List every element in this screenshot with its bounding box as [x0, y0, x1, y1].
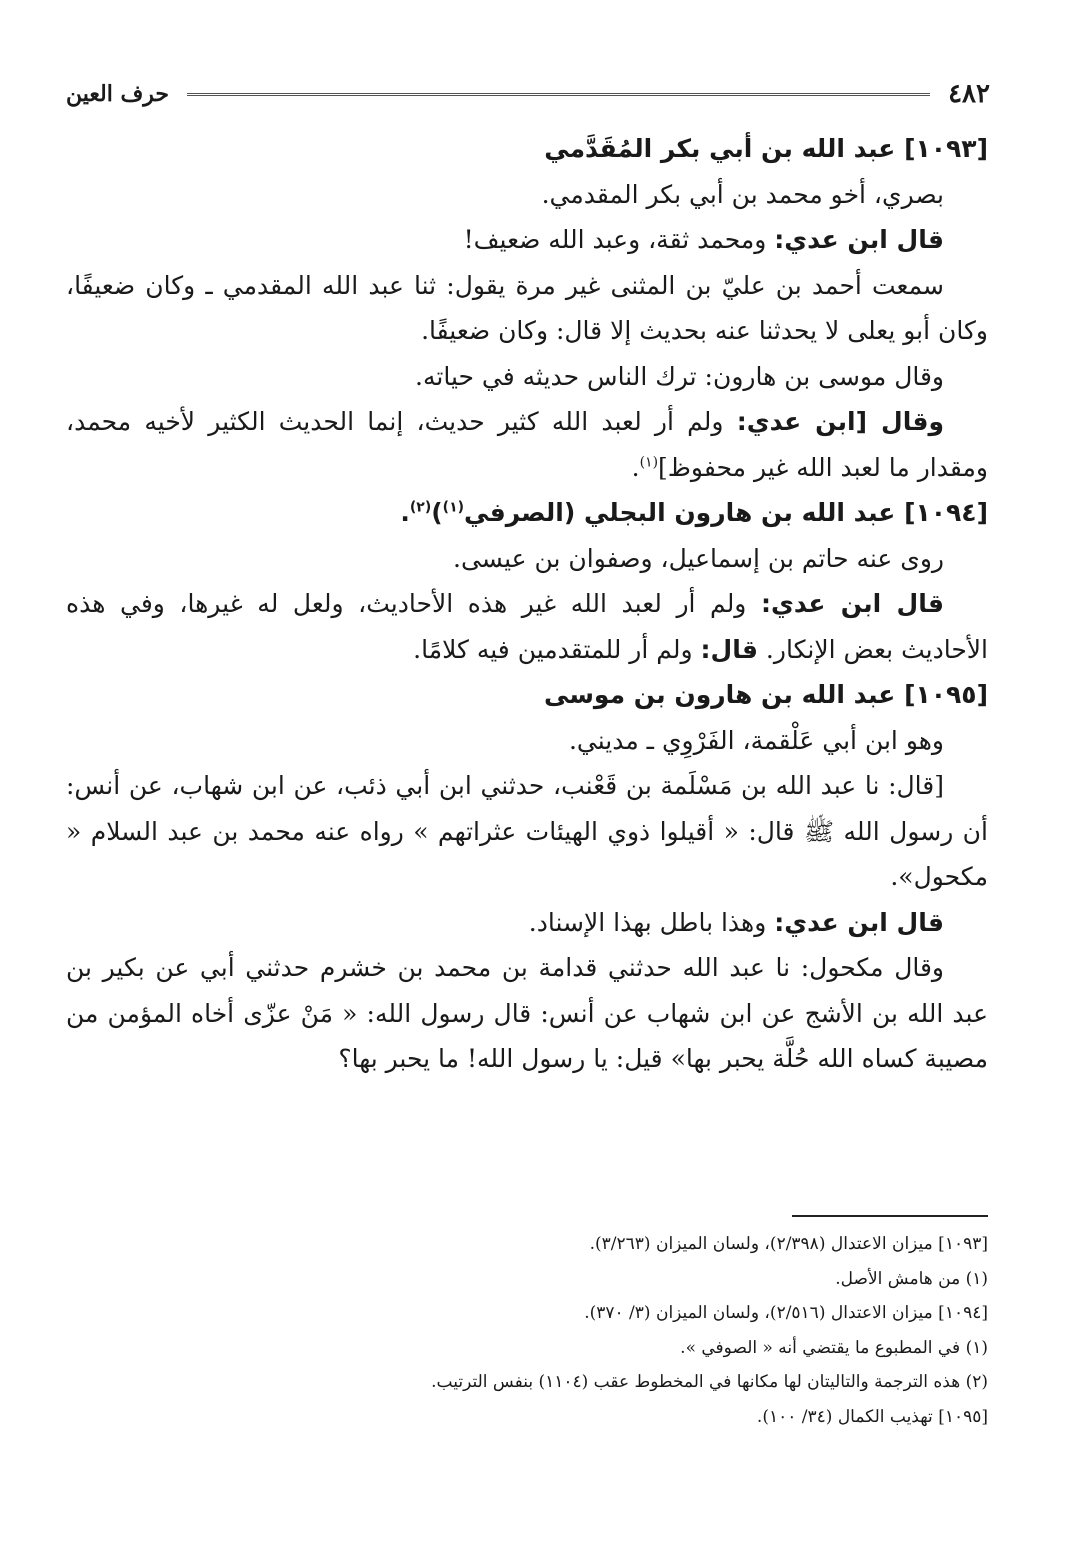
paragraph: سمعت أحمد بن عليّ بن المثنى غير مرة يقول: ثنا عبد الله المقدمي ـ وكان ضعيفًا، وكان أبو يعلى لا يحدثنا عنه بحديث إلا قال: وكان ضعيفًا. — [66, 270, 988, 345]
footnote-ref[interactable]: (١) — [639, 454, 659, 471]
section-title: حرف العين — [66, 81, 170, 107]
paragraph — [66, 900, 988, 946]
footnote-ref[interactable]: (١) — [442, 499, 465, 516]
page-number: ٤٨٢ — [948, 79, 990, 109]
entry-heading-1093: [١٠٩٣] عبد الله بن أبي بكر المُقَدَّمي — [544, 134, 988, 163]
entry-heading-text: [١٠٩٤] عبد الله بن هارون البجلي (الصرفي — [464, 498, 988, 527]
paragraph — [66, 217, 988, 263]
paragraph-text: ولم أر لعبد الله كثير حديث، إنما الحديث الكثير لأخيه محمد، ومقدار ما لعبد الله غير محفوظ] — [66, 407, 988, 482]
paragraph: [قال: نا عبد الله بن مَسْلَمة بن قَعْنب، حدثني ابن أبي ذئب، عن ابن شهاب، عن أنس: أن رسول الله ﷺ قال: « أقيلوا ذوي الهيئات عثراتهم » رواه عنه محمد بن عبد السلام « مكحول». — [66, 771, 988, 891]
paragraph-text: وهذا باطل بهذا الإسناد. — [528, 907, 775, 937]
footnote-ref[interactable]: (٢) — [409, 499, 432, 516]
paragraph: وهو ابن أبي عَلْقمة، الفَرْوِي ـ مديني. — [568, 725, 944, 755]
paragraph-text: ولم أر للمتقدمين فيه كلامًا. — [413, 634, 701, 664]
paragraph-text: ولم أر لعبد الله غير هذه الأحاديث، ولعل له غيرها، وفي هذه الأحاديث بعض الإنكار. — [66, 589, 988, 664]
speaker-label: قال ابن عدي: — [760, 589, 944, 618]
speaker-label: قال: — [700, 634, 758, 664]
paragraph — [66, 399, 988, 490]
paragraph: روى عنه حاتم بن إسماعيل، وصفوان بن عيسى. — [453, 543, 944, 573]
footnote: (١) من هامش الأصل. — [835, 1268, 988, 1289]
heading-close: ) — [431, 498, 443, 527]
paragraph-text: ومحمد ثقة، وعبد الله ضعيف! — [463, 225, 775, 254]
footnote: [١٠٩٤] ميزان الاعتدال (٢/٥١٦)، ولسان الميزان (٣/ ٣٧٠). — [584, 1303, 988, 1323]
main-text — [66, 126, 988, 1082]
paragraph: بصري، أخو محمد بن أبي بكر المقدمي. — [541, 179, 944, 209]
footnotes — [66, 1227, 988, 1434]
footnote: [١٠٩٥] تهذيب الكمال (٣٤/ ١٠٠). — [756, 1406, 988, 1427]
speaker-label: قال ابن عدي: — [774, 225, 944, 254]
footnote: (٢) هذه الترجمة والتاليتان لها مكانها في المخطوط عقب (١١٠٤) بنفس الترتيب. — [431, 1372, 988, 1392]
footnote: (١) في المطبوع ما يقتضي أنه « الصوفي ». — [680, 1337, 988, 1358]
running-header — [66, 74, 990, 114]
punctuation: . — [631, 452, 640, 482]
entry-heading-1095: [١٠٩٥] عبد الله بن هارون بن موسى — [544, 680, 988, 709]
paragraph: وقال موسى بن هارون: ترك الناس حديثه في حياته. — [415, 361, 944, 391]
paragraph — [66, 581, 988, 672]
header-rule — [187, 93, 930, 96]
speaker-label: وقال [ابن عدي: — [736, 407, 944, 436]
punctuation: . — [400, 498, 410, 527]
footnote: [١٠٩٣] ميزان الاعتدال (٢/٣٩٨)، ولسان الميزان (٣/٢٦٣). — [589, 1234, 988, 1254]
paragraph: وقال مكحول: نا عبد الله حدثني قدامة بن محمد بن خشرم حدثني أبي عن بكير بن عبد الله بن الأشج عن ابن شهاب عن أنس: قال رسول الله: « مَنْ عزّى أخاه المؤمن من مصيبة كساه الله حُلَّة يحبر بها» قيل: يا رسول الله! ما يحبر بها؟ — [66, 953, 988, 1073]
speaker-label: قال ابن عدي: — [774, 907, 944, 937]
entry-heading-1094 — [66, 490, 988, 536]
footnote-separator — [792, 1215, 988, 1217]
